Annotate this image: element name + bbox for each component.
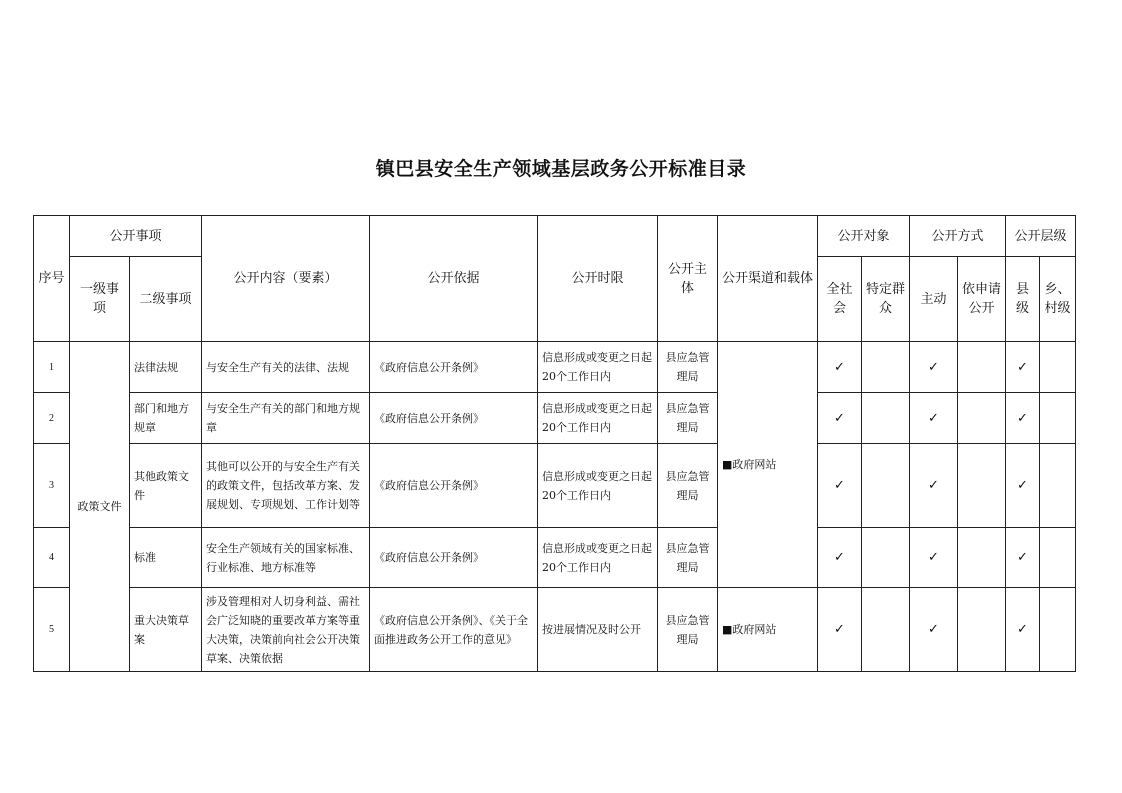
header-method-active: 主动 [910, 257, 958, 342]
row-seq: 5 [34, 588, 70, 672]
empty-target-special [862, 444, 910, 528]
check-target-all: ✓ [818, 444, 862, 528]
check-level-county: ✓ [1006, 588, 1040, 672]
row-sub-item: 部门和地方规章 [130, 393, 202, 444]
page-title: 镇巴县安全生产领域基层政务公开标准目录 [375, 158, 747, 180]
row-subject: 县应急管理局 [658, 444, 718, 528]
header-method-request: 依申请公开 [958, 257, 1006, 342]
empty-level-township [1040, 588, 1076, 672]
row-basis: 《政府信息公开条例》 [370, 342, 538, 393]
row-basis: 《政府信息公开条例》 [370, 528, 538, 588]
empty-target-special [862, 393, 910, 444]
check-target-all: ✓ [818, 588, 862, 672]
table-row [34, 393, 1076, 444]
header-level2: 二级事项 [130, 257, 202, 342]
check-level-county: ✓ [1006, 528, 1040, 588]
empty-method-request [958, 588, 1006, 672]
empty-target-special [862, 342, 910, 393]
row-seq: 2 [34, 393, 70, 444]
header-subject: 公开主体 [658, 216, 718, 342]
check-level-county: ✓ [1006, 393, 1040, 444]
row-content: 与安全生产有关的法律、法规 [202, 342, 370, 393]
header-row-1 [34, 216, 1076, 257]
row-time-limit: 信息形成或变更之日起20个工作日内 [538, 444, 658, 528]
header-level-township: 乡、村级 [1040, 257, 1076, 342]
table-row [34, 444, 1076, 528]
row-basis: 《政府信息公开条例》 [370, 444, 538, 528]
check-target-all: ✓ [818, 342, 862, 393]
header-content: 公开内容（要素） [202, 216, 370, 342]
catalog-table [33, 215, 1076, 672]
empty-method-request [958, 393, 1006, 444]
row-sub-item: 其他政策文件 [130, 444, 202, 528]
row-time-limit: 信息形成或变更之日起20个工作日内 [538, 342, 658, 393]
check-target-all: ✓ [818, 528, 862, 588]
row-sub-item: 标准 [130, 528, 202, 588]
row-channel: ■政府网站 [718, 588, 818, 672]
row-subject: 县应急管理局 [658, 588, 718, 672]
table-row [34, 342, 1076, 393]
check-method-active: ✓ [910, 528, 958, 588]
empty-level-township [1040, 444, 1076, 528]
row-time-limit: 信息形成或变更之日起20个工作日内 [538, 393, 658, 444]
header-basis: 公开依据 [370, 216, 538, 342]
row-content: 涉及管理相对人切身利益、需社会广泛知晓的重要改革方案等重大决策，决策前向社会公开决策草案、决策依据 [202, 588, 370, 672]
row-basis: 《政府信息公开条例》 [370, 393, 538, 444]
row-subject: 县应急管理局 [658, 528, 718, 588]
header-channel: 公开渠道和载体 [718, 216, 818, 342]
row-seq: 3 [34, 444, 70, 528]
row-basis: 《政府信息公开条例》、《关于全面推进政务公开工作的意见》 [370, 588, 538, 672]
row-time-limit: 按进展情况及时公开 [538, 588, 658, 672]
header-level1: 一级事项 [70, 257, 130, 342]
empty-level-township [1040, 528, 1076, 588]
row-sub-item: 重大决策草案 [130, 588, 202, 672]
header-target: 公开对象 [818, 216, 910, 257]
row-sub-item: 法律法规 [130, 342, 202, 393]
header-level-county: 县级 [1006, 257, 1040, 342]
check-level-county: ✓ [1006, 444, 1040, 528]
header-seq: 序号 [34, 216, 70, 342]
row-subject: 县应急管理局 [658, 393, 718, 444]
check-method-active: ✓ [910, 444, 958, 528]
row-content: 安全生产领域有关的国家标准、行业标准、地方标准等 [202, 528, 370, 588]
check-level-county: ✓ [1006, 342, 1040, 393]
header-time-limit: 公开时限 [538, 216, 658, 342]
row-seq: 4 [34, 528, 70, 588]
check-method-active: ✓ [910, 342, 958, 393]
header-items: 公开事项 [70, 216, 202, 257]
empty-method-request [958, 342, 1006, 393]
header-level: 公开层级 [1006, 216, 1076, 257]
row-content: 与安全生产有关的部门和地方规章 [202, 393, 370, 444]
channel-cell: ■政府网站 [718, 342, 818, 588]
empty-target-special [862, 528, 910, 588]
empty-level-township [1040, 393, 1076, 444]
table-row [34, 528, 1076, 588]
header-target-special: 特定群众 [862, 257, 910, 342]
table-row [34, 588, 1076, 672]
header-method: 公开方式 [910, 216, 1006, 257]
check-method-active: ✓ [910, 393, 958, 444]
empty-target-special [862, 588, 910, 672]
category-cell: 政策文件 [70, 342, 130, 672]
row-time-limit: 信息形成或变更之日起20个工作日内 [538, 528, 658, 588]
header-target-all: 全社会 [818, 257, 862, 342]
row-content: 其他可以公开的与安全生产有关的政策文件，包括改革方案、发展规划、专项规划、工作计划等 [202, 444, 370, 528]
row-subject: 县应急管理局 [658, 342, 718, 393]
check-target-all: ✓ [818, 393, 862, 444]
row-seq: 1 [34, 342, 70, 393]
empty-level-township [1040, 342, 1076, 393]
check-method-active: ✓ [910, 588, 958, 672]
empty-method-request [958, 444, 1006, 528]
empty-method-request [958, 528, 1006, 588]
